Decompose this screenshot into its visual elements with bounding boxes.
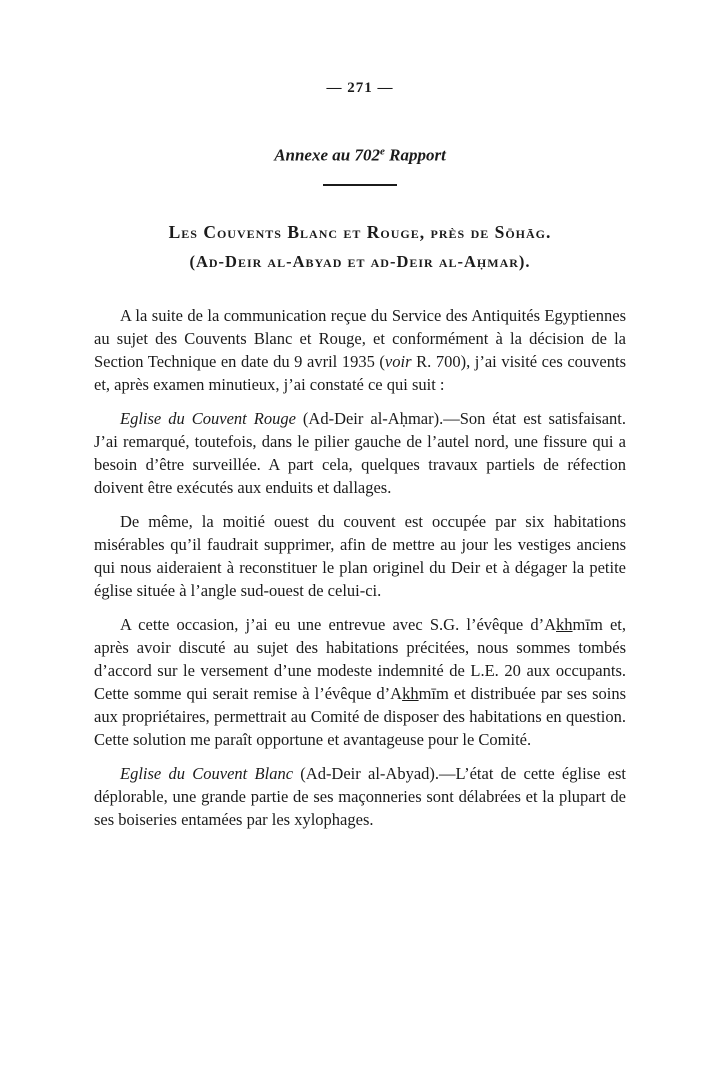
- text-run: R. 700), j’ai visité ces couvents et, après examen minutieux, j’ai constaté ce qui suit :: [94, 351, 626, 394]
- page-number: — 271 —: [326, 80, 394, 96]
- text-run: A cette occasion, j’ai eu une entrevue avec S.G. l’évêque d’A: [120, 614, 557, 634]
- text-run: kh: [556, 614, 573, 634]
- text-run: Eglise du Couvent Rouge: [120, 408, 296, 428]
- report-title-line2: (Ad-Deir al-Abyad et ad-Deir al-Aḥmar).: [189, 251, 531, 271]
- text-run: De même, la moitié ouest du couvent est occupée par six habitations misérables qu’il faudrait supprimer, afin de mettre au jour les vestiges anciens qui nous aideraient à reconstituer le plan originel du Deir et à dégager la petite église située à l’angle sud-ouest de celui-ci.: [94, 511, 626, 600]
- text-run: Annexe au 702: [274, 145, 380, 165]
- text-run: Rapport: [384, 145, 446, 165]
- body: [94, 304, 626, 831]
- text-run: kh: [402, 683, 419, 703]
- text-run: (Ad-Deir al-Abyad).—L’état de cette église est déplorable, une grande partie de ses maçonneries sont délabrées et la plupart de ses boiseries entamées par les xylophages.: [94, 763, 626, 829]
- paragraph: [94, 407, 626, 499]
- text-run: Eglise du Couvent Blanc: [120, 763, 294, 783]
- paragraph: [94, 304, 626, 396]
- text-run: mīm et, après avoir discuté au sujet des habitations précitées, nous sommes tombés d’accord sur le versement d’une modeste indemnité de L.E. 20 aux occupants. Cette somme qui serait remise à l’évêque d’A: [94, 614, 626, 703]
- text-run: (Ad-Deir al-Aḥmar).—Son état est satisfaisant. J’ai remarqué, toutefois, dans le pilier gauche de l’autel nord, une fissure qui a besoin d’être surveillée. A part cela, quelques travaux partiels de réfection doivent être exécutés aux enduits et dallages.: [94, 408, 627, 497]
- paragraph: [94, 762, 626, 831]
- report-title-line1: Les Couvents Blanc et Rouge, près de Sōhāg.: [168, 221, 552, 242]
- text-run: voir: [384, 351, 412, 371]
- text-run: A la suite de la communication reçue du Service des Antiquités Egyptiennes au sujet des Couvents Blanc et Rouge, et conformément à la décision de la Section Technique en date du 9 avril 1935 (: [94, 305, 626, 371]
- annex-title: [0, 145, 720, 166]
- text-run: e: [379, 145, 385, 157]
- text-run: mīm et distribuée par ses soins aux propriétaires, permettrait au Comité de disposer des habitations en question. Cette solution me paraît opportune et avantageuse pour le Comité.: [94, 683, 626, 749]
- paragraph: [94, 613, 626, 751]
- title-rule: [323, 184, 397, 186]
- paragraph: [94, 510, 626, 602]
